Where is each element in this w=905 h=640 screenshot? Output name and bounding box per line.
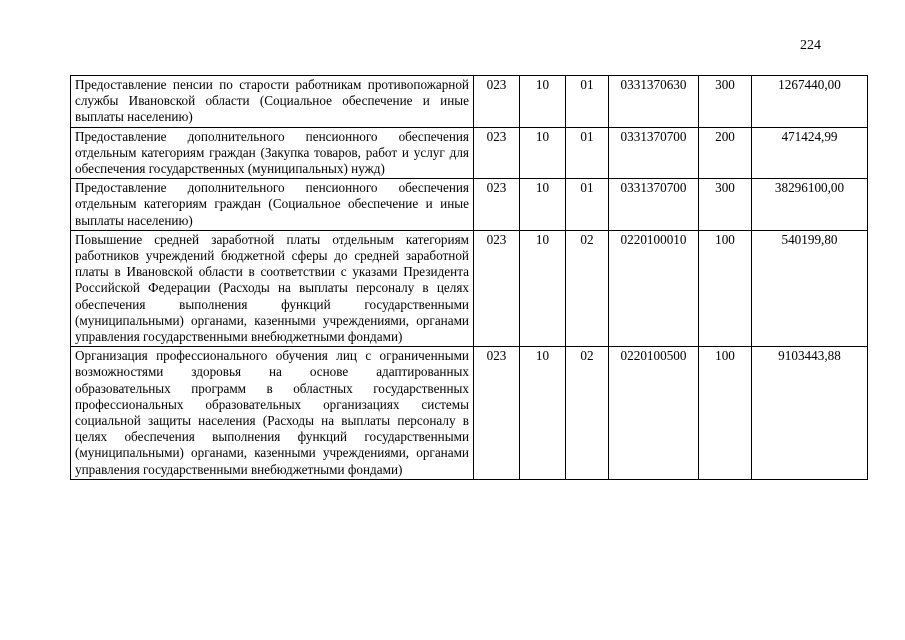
subsection-code: 02	[566, 347, 609, 480]
table-row	[71, 76, 868, 128]
target-code: 0220100010	[609, 230, 699, 346]
target-code: 0331370700	[609, 179, 699, 231]
table-row	[71, 230, 868, 346]
target-code: 0331370630	[609, 76, 699, 128]
table-row	[71, 179, 868, 231]
ministry-code: 023	[474, 230, 520, 346]
subsection-code: 01	[566, 76, 609, 128]
expense-type-code: 300	[699, 179, 752, 231]
page-number: 224	[800, 38, 821, 53]
row-description: Повышение средней заработной платы отдельным категориям работников учреждений бюджетной сферы до средней заработной платы в Ивановской области в соответствии с указами Президента Российской Федерации (Расходы на выплаты персоналу в целях обеспечения выполнения функций государственными (муниципальными) органами, казенными учреждениями, органами управления государственными внебюджетными фондами)	[71, 230, 474, 346]
expense-type-code: 100	[699, 347, 752, 480]
section-code: 10	[520, 347, 566, 480]
target-code: 0220100500	[609, 347, 699, 480]
expense-type-code: 200	[699, 127, 752, 179]
amount: 540199,80	[752, 230, 868, 346]
target-code: 0331370700	[609, 127, 699, 179]
expense-type-code: 100	[699, 230, 752, 346]
subsection-code: 01	[566, 179, 609, 231]
amount: 471424,99	[752, 127, 868, 179]
ministry-code: 023	[474, 76, 520, 128]
ministry-code: 023	[474, 127, 520, 179]
row-description: Предоставление дополнительного пенсионного обеспечения отдельным категориям граждан (Социальное обеспечение и иные выплаты населению)	[71, 179, 474, 231]
budget-table	[70, 75, 868, 480]
row-description: Предоставление дополнительного пенсионного обеспечения отдельным категориям граждан (Закупка товаров, работ и услуг для обеспечения государственных (муниципальных) нужд)	[71, 127, 474, 179]
ministry-code: 023	[474, 179, 520, 231]
table-row	[71, 127, 868, 179]
subsection-code: 01	[566, 127, 609, 179]
table-row	[71, 347, 868, 480]
section-code: 10	[520, 179, 566, 231]
expense-type-code: 300	[699, 76, 752, 128]
amount: 9103443,88	[752, 347, 868, 480]
amount: 1267440,00	[752, 76, 868, 128]
section-code: 10	[520, 230, 566, 346]
amount: 38296100,00	[752, 179, 868, 231]
row-description: Организация профессионального обучения лиц с ограниченными возможностями здоровья на основе адаптированных образовательных программ в областных государственных профессиональных образовательных организациях системы социальной защиты населения (Расходы на выплаты персоналу в целях обеспечения выполнения функций государственными (муниципальными) органами, казенными учреждениями, органами управления государственными внебюджетными фондами)	[71, 347, 474, 480]
subsection-code: 02	[566, 230, 609, 346]
section-code: 10	[520, 127, 566, 179]
row-description: Предоставление пенсии по старости работникам противопожарной службы Ивановской области (Социальное обеспечение и иные выплаты населению)	[71, 76, 474, 128]
section-code: 10	[520, 76, 566, 128]
ministry-code: 023	[474, 347, 520, 480]
